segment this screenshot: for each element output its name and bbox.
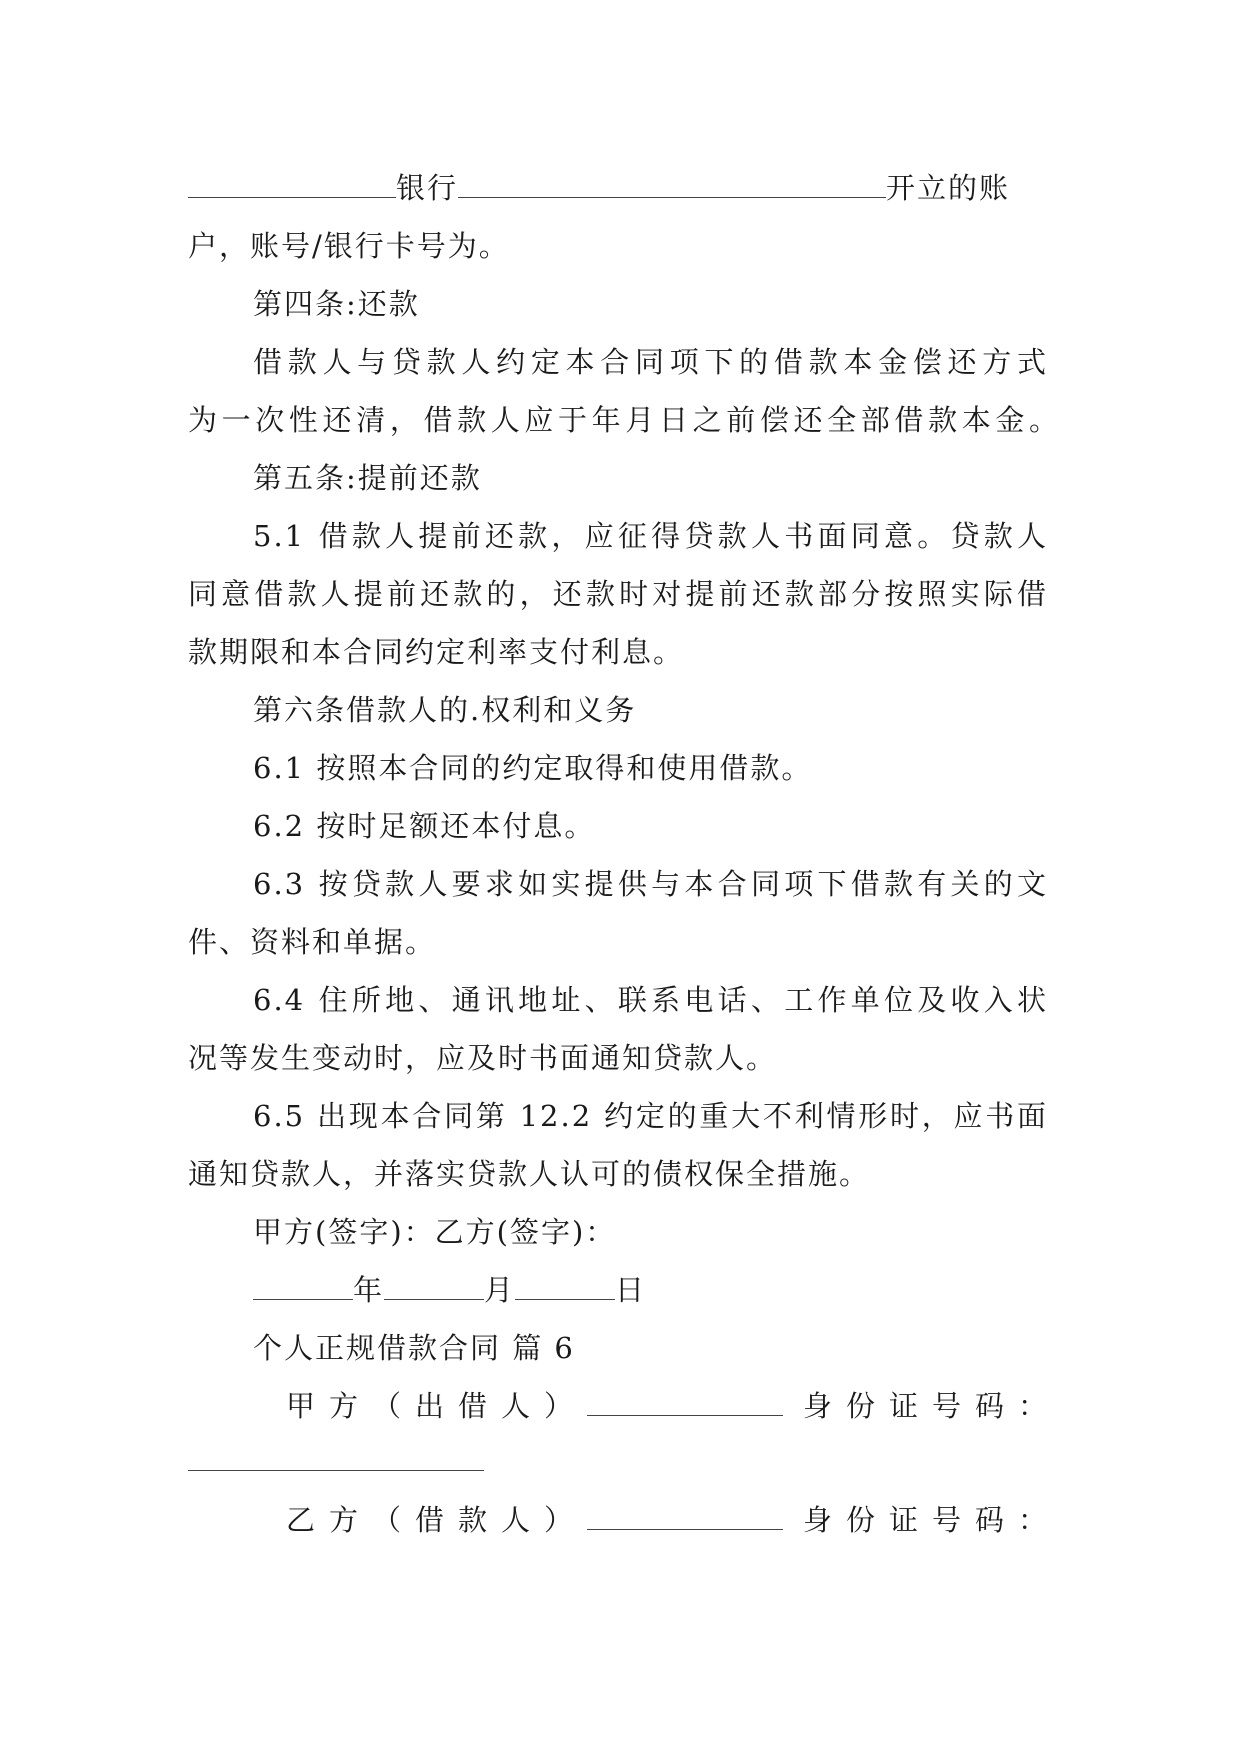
clause-6-4-text-1: 6.4 住所地、通讯地址、联系电话、工作单位及收入状 — [253, 983, 1048, 1017]
party-a-label: 甲方（出借人） — [286, 1389, 588, 1423]
clause-6-3-text-2: 件、资料和单据。 — [188, 925, 437, 959]
bank-name-blank — [188, 173, 396, 198]
clause-5-1-text-2: 同意借款人提前还款的，还款时对提前还款部分按照实际借 — [188, 577, 1048, 611]
party-a-name-blank — [587, 1391, 783, 1416]
article-4-heading: 第四条:还款 — [253, 287, 420, 321]
clause-6-1: 6.1 按照本合同的约定取得和使用借款。 — [253, 751, 813, 785]
article-4-text-1: 借款人与贷款人约定本合同项下的借款本金偿还方式 — [253, 345, 1048, 379]
day-blank — [515, 1275, 615, 1300]
month-blank — [384, 1275, 484, 1300]
clause-5-1-text-1: 5.1 借款人提前还款，应征得贷款人书面同意。贷款人 — [253, 519, 1048, 553]
party-b-line — [286, 1500, 1061, 1540]
day-label: 日 — [615, 1273, 647, 1307]
clause-6-5-text-2: 通知贷款人，并落实贷款人认可的债权保全措施。 — [188, 1157, 871, 1191]
clause-5-1-text-3: 款期限和本合同约定利率支付利息。 — [188, 635, 685, 669]
article-6-heading: 第六条借款人的.权利和义务 — [253, 693, 637, 727]
article-4-text-2: 为一次性还清，借款人应于年月日之前偿还全部借款本金。 — [188, 403, 1060, 437]
year-blank — [253, 1275, 353, 1300]
signature-line: 甲方(签字)：乙方(签字)： — [253, 1215, 617, 1249]
party-b-id-label: 身份证号码： — [803, 1503, 1062, 1537]
party-b-name-blank — [587, 1505, 783, 1530]
clause-6-4-text-2: 况等发生变动时，应及时书面通知贷款人。 — [188, 1041, 778, 1075]
bank-label: 银行 — [396, 171, 459, 205]
party-a-id-blank — [188, 1470, 484, 1471]
section-title: 个人正规借款合同 篇 6 — [253, 1331, 575, 1365]
party-a-line — [286, 1386, 1061, 1426]
party-b-label: 乙方（借款人） — [286, 1503, 588, 1537]
year-label: 年 — [353, 1273, 385, 1307]
account-number-line: 户，账号/银行卡号为。 — [188, 229, 510, 263]
branch-blank — [458, 173, 886, 198]
month-label: 月 — [484, 1273, 516, 1307]
date-line — [253, 1270, 646, 1310]
clause-6-3-text-1: 6.3 按贷款人要求如实提供与本合同项下借款有关的文 — [253, 867, 1048, 901]
party-a-id-label: 身份证号码： — [803, 1389, 1062, 1423]
clause-6-2: 6.2 按时足额还本付息。 — [253, 809, 596, 843]
bank-account-line — [188, 168, 1048, 208]
account-opened-text: 开立的账 — [886, 171, 1011, 205]
clause-6-5-text-1: 6.5 出现本合同第 12.2 约定的重大不利情形时，应书面 — [253, 1099, 1048, 1133]
article-5-heading: 第五条:提前还款 — [253, 461, 482, 495]
